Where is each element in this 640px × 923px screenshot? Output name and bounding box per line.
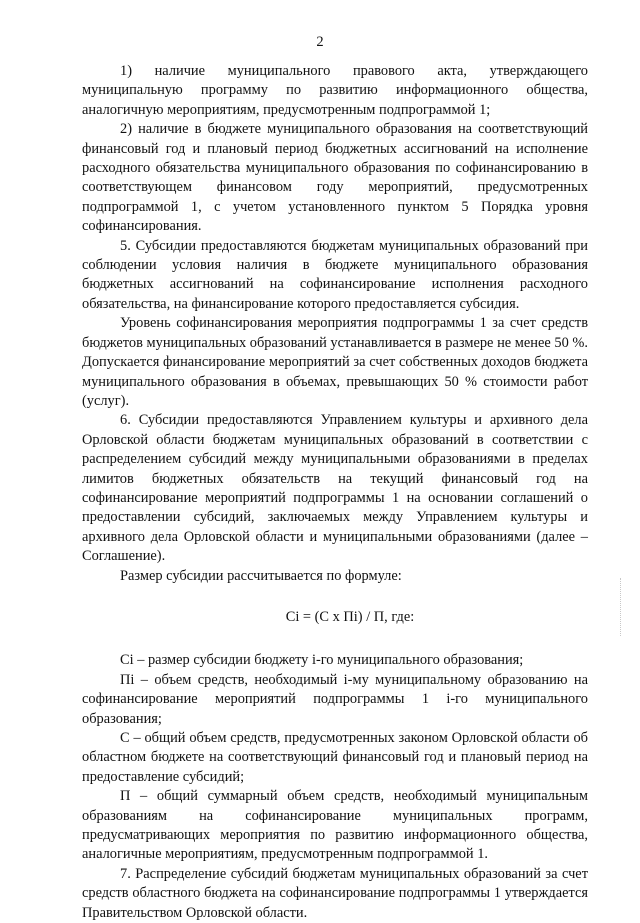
paragraph-clause-7: 7. Распределение субсидий бюджетам муниципальных образований за счет средств областного бюджета на софинансирование подпрограммы 1 утверждается Правительством Орловской области. <box>82 865 588 921</box>
paragraph-clause-5: 5. Субсидии предоставляются бюджетам муниципальных образований при соблюдении условия наличия в бюджете муниципального образования бюджетных ассигнований на софинансирование исполнения расходного обязательства, на финансирование которого предоставляется субсидия. <box>82 237 588 312</box>
page-number: 2 <box>316 34 324 50</box>
definition-pi: Пi – объем средств, необходимый i-му муниципальному образованию на софинансирование мероприятий подпрограммы 1 i-го муниципального образования; <box>82 671 588 727</box>
scan-margin-mark <box>620 578 627 636</box>
definition-c: С – общий объем средств, предусмотренных законом Орловской области об областном бюджете на соответствующий финансовый год и плановый период на предоставление субсидий; <box>82 730 588 785</box>
paragraph-cofinancing-level: Уровень софинансирования мероприятия подпрограммы 1 за счет средств бюджетов муниципальных образований устанавливается в размере не менее 50 %. Допускается финансирование мероприятий за счет собственных доходов бюджета муниципального образования в объемах, превышающих 50 % стоимости работ (услуг). <box>82 315 588 409</box>
definition-p: П – общий суммарный объем средств, необходимый муниципальным образованиям на софинансирование муниципальных программ, предусматривающих мероприятия по развитию информационного общества, аналогичные мероприятиям, предусмотренным подпрограммой 1. <box>82 788 588 863</box>
paragraph-condition-1: 1) наличие муниципального правового акта, утверждающего муниципальную программу по развитию информационного общества, аналогичную мероприятиям, предусмотренным подпрограммой 1; <box>82 63 588 118</box>
paragraph-clause-6: 6. Субсидии предоставляются Управлением культуры и архивного дела Орловской области бюджетам муниципальных образований в соответствии с распределением субсидий между муниципальными образованиями в пределах лимитов бюджетных обязательств на текущий финансовый год на софинансирование мероприятий подпрограммы 1 на основании соглашений о предоставлении субсидий, заключаемых между Управлением культуры и архивного дела Орловской области и муниципальными образованиями (далее – Соглашение). <box>82 412 588 565</box>
definition-ci: Ci – размер субсидии бюджету i-го муниципального образования; <box>120 652 524 669</box>
paragraph-condition-2: 2) наличие в бюджете муниципального образования на соответствующий финансовый год и плановый период бюджетных ассигнований на исполнение расходного обязательства муниципального образования по софинансированию в соответствующем финансовом году мероприятий, предусмотренных подпрограммой 1, с учетом установленного пунктом 5 Порядка уровня софинансирования. <box>82 121 588 235</box>
subsidy-formula: Ci = (C x Пi) / П, где: <box>285 608 415 625</box>
paragraph-formula-intro: Размер субсидии рассчитывается по формуле: <box>120 567 402 584</box>
document-body <box>82 62 588 923</box>
